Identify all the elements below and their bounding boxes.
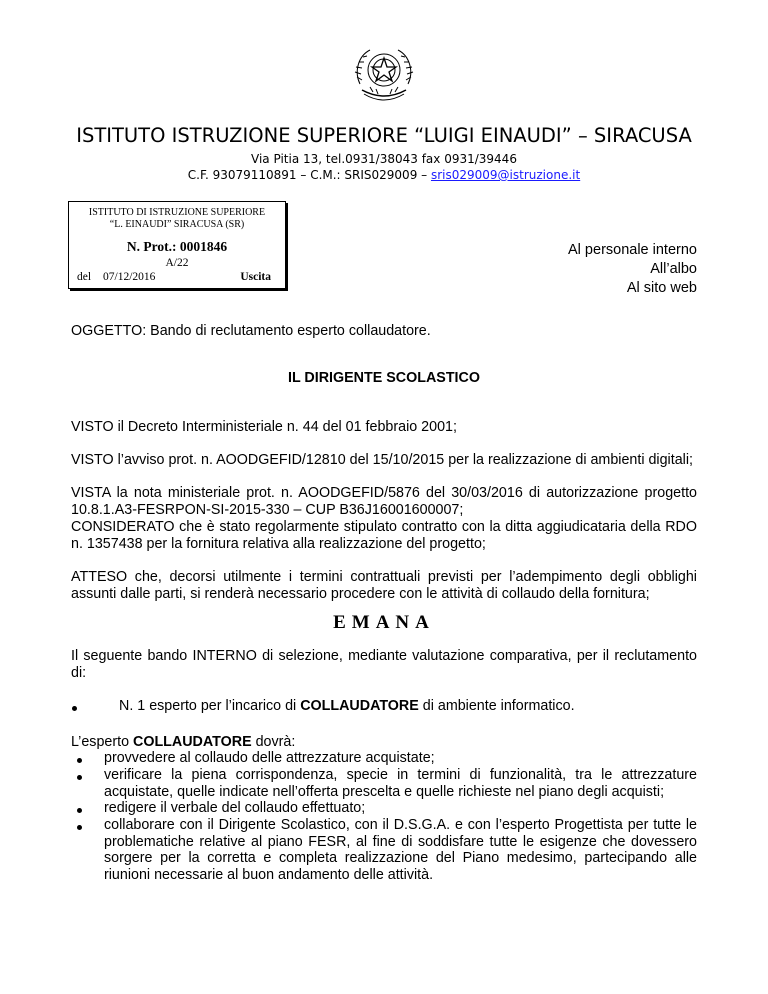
school-codes: [0, 168, 768, 182]
duty-item: provvedere al collaudo delle attrezzature acquistate;: [104, 750, 435, 766]
bullet-icon: [72, 706, 77, 711]
position-text-after: di ambiente informatico.: [418, 698, 575, 714]
stamp-del-label: del: [77, 271, 92, 283]
recipients-block: [568, 241, 697, 298]
school-name: ISTITUTO ISTRUZIONE SUPERIORE “LUIGI EINAUDI” – SIRACUSA: [76, 124, 692, 147]
recipient-internal-staff: Al personale interno: [568, 242, 697, 258]
protocol-stamp: [68, 201, 286, 289]
school-email-link[interactable]: sris029009@istruzione.it: [430, 168, 581, 182]
duties-intro-before: L’esperto: [71, 734, 133, 750]
duties-intro: [71, 734, 697, 751]
paragraph-intro: Il seguente bando INTERNO di selezione, mediante valutazione comparativa, per il reclutamento di:: [71, 648, 697, 681]
stamp-classification-code: A/22: [165, 257, 189, 269]
recipient-website: Al sito web: [626, 280, 697, 296]
paragraph-vista-nota: VISTA la nota ministeriale prot. n. AOODGEFID/5876 del 30/03/2016 di autorizzazione progetto 10.8.1.A3-FESRPON-SI-2015-330 – CUP B36J16001600007;: [71, 485, 697, 518]
position-item: [119, 698, 697, 715]
stamp-direction: Uscita: [240, 271, 271, 283]
recipient-notice-board: All’albo: [650, 261, 697, 277]
bullet-icon: [77, 825, 82, 830]
paragraph-visto-avviso: VISTO l’avviso prot. n. AOODGEFID/12810 del 15/10/2015 per la realizzazione di ambienti digitali;: [71, 452, 693, 468]
stamp-date: 07/12/2016: [103, 271, 156, 283]
duty-item: redigere il verbale del collaudo effettuato;: [104, 800, 366, 816]
paragraph-visto-decreto: VISTO il Decreto Interministeriale n. 44 del 01 febbraio 2001;: [71, 419, 457, 435]
stamp-org-line2: “L. EINAUDI” SIRACUSA (SR): [109, 219, 245, 230]
stamp-protocol-number: N. Prot.: 0001846: [126, 239, 228, 254]
duties-intro-after: dovrà:: [251, 734, 296, 750]
duty-item: verificare la piena corrispondenza, specie in termini di funzionalità, tra le attrezzature acquistate, quelle indicate nell’offerta prescelta e quelle richieste nel piano degli acquisti;: [104, 767, 697, 800]
emana-heading: EMANA: [333, 612, 435, 633]
duty-item: collaborare con il Dirigente Scolastico, con il D.S.G.A. e con l’esperto Progettista per tutte le problematiche relative al piano FESR, al fine di soddisfare tutte le esigenze che dovessero sorgere per la corretta e completa realizzazione del Piano medesimo, partecipando alle riunioni necessarie al buon andamento delle attività.: [104, 817, 697, 883]
duties-intro-role: COLLAUDATORE: [133, 734, 252, 750]
stamp-organization: [69, 207, 285, 231]
heading-dirigente: IL DIRIGENTE SCOLASTICO: [288, 370, 480, 386]
republic-emblem-icon: [348, 40, 420, 112]
school-codes-text: C.F. 93079110891 – C.M.: SRIS029009 –: [187, 168, 431, 182]
paragraph-considerato: CONSIDERATO che è stato regolarmente stipulato contratto con la ditta aggiudicataria della RDO n. 1357438 per la fornitura relativa alla realizzazione del progetto;: [71, 519, 697, 552]
position-text-before: N. 1 esperto per l’incarico di: [119, 698, 301, 714]
stamp-org-line1: ISTITUTO DI ISTRUZIONE SUPERIORE: [88, 207, 266, 218]
bullet-icon: [77, 808, 82, 813]
subject-line: OGGETTO: Bando di reclutamento esperto collaudatore.: [71, 323, 431, 339]
position-role: COLLAUDATORE: [300, 698, 419, 714]
bullet-icon: [77, 775, 82, 780]
paragraph-atteso: ATTESO che, decorsi utilmente i termini contrattuali previsti per l’adempimento degli obblighi assunti dalle parti, si renderà necessario procedere con le attività di collaudo della fornitura;: [71, 569, 697, 602]
school-address: Via Pitia 13, tel.0931/38043 fax 0931/39446: [251, 152, 517, 166]
bullet-icon: [77, 758, 82, 763]
